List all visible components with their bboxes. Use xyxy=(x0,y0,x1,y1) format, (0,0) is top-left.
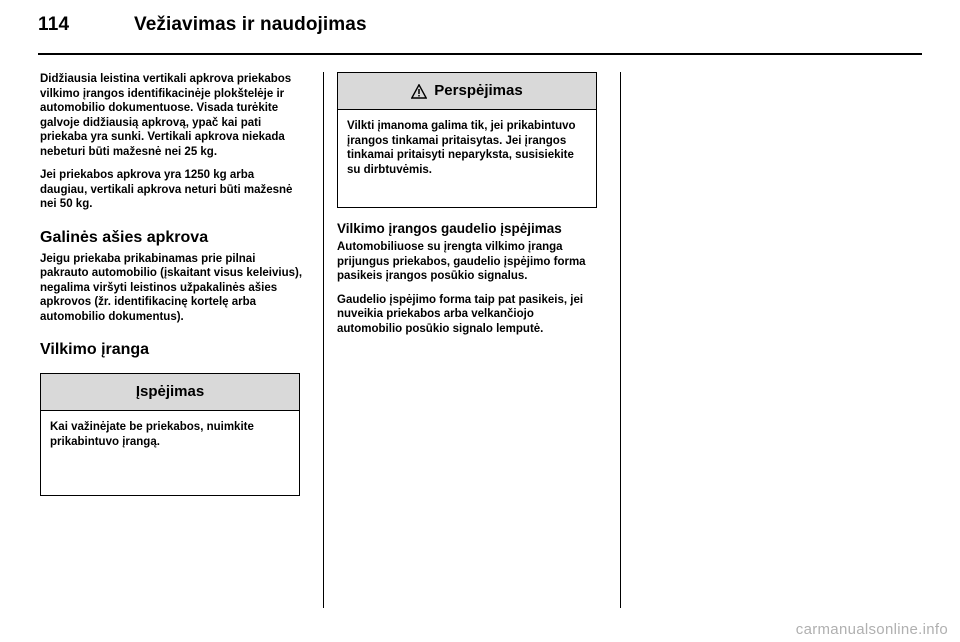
paragraph: Automobiliuose su įrengta vilkimo įranga prijungus priekabos, gaudelio įspėjimo forma pasikeis įrangos posūkio signalus. xyxy=(337,241,586,282)
column-divider-1 xyxy=(323,72,324,608)
text-column-2 xyxy=(337,72,599,345)
note-box xyxy=(40,373,300,496)
chapter-title: Vežiavimas ir naudojimas xyxy=(134,14,367,35)
warning-box-header xyxy=(338,73,596,110)
subsection-heading-towing-indicator: Vilkimo įrangos gaudelio įspėjimas xyxy=(337,221,562,236)
note-box-body: Kai važinėjate be priekabos, nuimkite prikabintuvo įrangą. xyxy=(50,421,254,448)
text-column-1 xyxy=(40,72,302,496)
header-divider xyxy=(38,53,922,55)
paragraph: Jei priekabos apkrova yra 1250 kg arba daugiau, vertikali apkrova neturi būti mažesnė nei 50 kg. xyxy=(40,169,293,210)
warning-box-body: Vilkti įmanoma galima tik, jei prikabintuvo įrangos tinkamai pritaisytas. Jei įrangos tinkamai pritaisyti neparyksta, susisiekite su dirbtuvėmis. xyxy=(347,120,576,176)
watermark: carmanualsonline.info xyxy=(795,621,948,638)
paragraph: Gaudelio įspėjimo forma taip pat pasikeis, jei nuveikia priekabos arba velkančiojo automobilio posūkio signalo lemputė. xyxy=(337,293,584,335)
section-heading-towing-equipment: Vilkimo įranga xyxy=(40,341,150,358)
warning-triangle-icon xyxy=(411,84,427,99)
note-box-title: Įspėjimas xyxy=(41,374,299,411)
section-heading-axle-load: Galinės ašies apkrova xyxy=(40,228,209,246)
warning-box-title: Perspėjimas xyxy=(434,82,523,99)
page-header xyxy=(38,14,922,48)
warning-box xyxy=(337,72,597,208)
paragraph: Didžiausia leistina vertikali apkrova priekabos vilkimo įrangos identifikacinėje plokštelėje ir automobilio dokumentuose. Visada turėkite galvoje didžiausią apkrovą, ypač kai pati priekaba yra sunki. Vertikali apkrova niekada nebeturi būti mažesnė nei 25 kg. xyxy=(40,73,292,158)
page-number: 114 xyxy=(38,14,70,35)
column-divider-2 xyxy=(620,72,621,608)
paragraph: Jeigu priekaba prikabinamas prie pilnai pakrauto automobilio (įskaitant visus keleivius), negalima viršyti leistinos užpakalinės ašies apkrovos (žr. identifikacinę kortelę arba automobilio dokumentus). xyxy=(40,252,303,323)
